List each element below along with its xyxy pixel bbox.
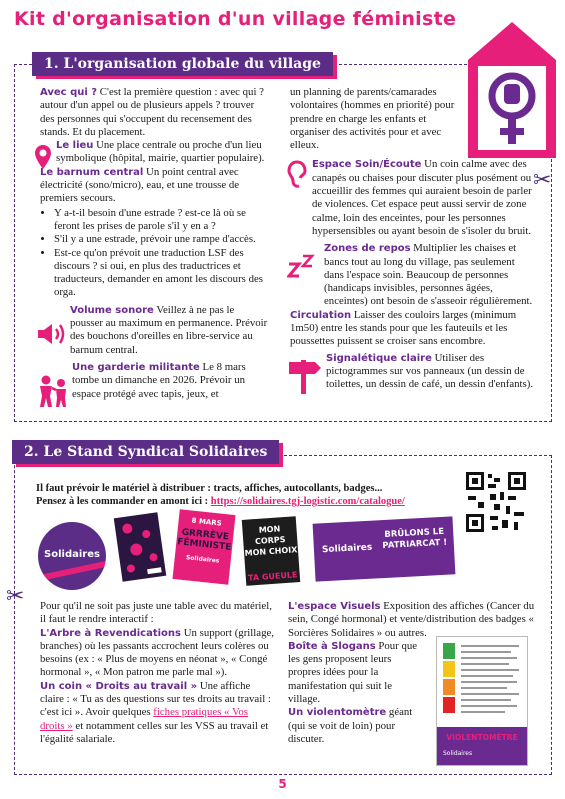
droits-link[interactable]: fiches pratiques « Vos droits » [40, 706, 248, 732]
barnum-bullet: • S'il y a une estrade, prévoir une rampe d'accès. [54, 233, 268, 246]
poster-logo-text: Solidaires [443, 750, 473, 757]
visuels-keyword: L'espace Visuels [288, 601, 381, 612]
signal-keyword: Signalétique claire [326, 352, 432, 364]
sticker-solidaires-round [38, 522, 106, 590]
arbre-keyword: L'Arbre à Revendications [40, 627, 182, 639]
sticker-logo-text: Solidaires [185, 554, 220, 565]
slogans-text: Pour que les gens proposent leurs propres idées pour la manifestation qui suit le village. [288, 639, 418, 706]
sticker-line-2: MON CHOIX [244, 545, 298, 558]
material-line: Il faut prévoir le matériel à distribuer : tracts, affiches, autocollants, badges... [36, 483, 383, 494]
signal-text: Utiliser des pictogrammes sur vos panneaux (un dessin de toilettes, un dessin de café, un dessin d'enfants). [326, 351, 534, 391]
sticker-brulons [313, 516, 456, 581]
droits-text-2: et notamment celles sur les VSS au travail et l'égalité salariale. [40, 719, 269, 745]
garderie-keyword: Une garderie militante [72, 361, 200, 373]
avec-qui-keyword: Avec qui ? [40, 87, 98, 98]
droits-text: Une affiche claire : « Tu as des questions sur tes droits au travail : c'est ici ». Avoir quelques [40, 679, 271, 719]
barnum-keyword: Le barnum central [40, 166, 144, 178]
sticker-line-1: MON CORPS [254, 524, 286, 547]
circulation-keyword: Circulation [290, 309, 352, 321]
visuels-text: Exposition des affiches (Cancer du sein, Congé hormonal) et vente/distribution des badges « Sorcières Solidaires » ou autres. [288, 600, 535, 639]
violentometre-keyword: Un violentomètre [288, 707, 387, 719]
sticker-pattern [114, 512, 166, 582]
speaker-icon [36, 322, 66, 346]
lieu-text: Une place centrale ou proche d'un lieu symbolique (hôpital, mairie, quartier populaire). [56, 139, 265, 165]
catalogue-link[interactable]: https://solidaires.tgj-logistic.com/catalogue/ [210, 496, 405, 507]
sticker-logo-text: Solidaires [44, 549, 100, 560]
barnum-text: Un point central avec électricité (sono/micro), eau, et une trousse de premiers secours. [40, 165, 240, 205]
planning-text: un planning de parents/camarades volontaires (hommes en priorité) pour prendre en charge les enfants et organiser des activités pour et avec elleux. [290, 86, 455, 152]
scissors-icon: ✂ [6, 584, 25, 609]
sticker-line-3: TA GUEULE [247, 570, 298, 583]
sticker-stripe [38, 559, 106, 584]
sticker-slogan: GRRRÈVE FÉMINISTE [176, 527, 232, 553]
page-title: Kit d'organisation d'un village féministe [14, 8, 457, 30]
sticker-mon-corps [242, 516, 300, 586]
qr-code[interactable] [464, 470, 528, 534]
repos-text: Multiplier les chaises et bancs tout au long du village, pas seulement dans l'espace soin. Beaucoup de personnes (handicaps invisibles, personnes âgées, enceintes) ont besoin de s'asseoir régulièrement. [324, 242, 533, 308]
avec-qui-text: C'est la première question : avec qui ? autour d'un appel ou de plusieurs appels ? trouver des personnes qui s'occupent du recensement des stands. Et du placement. [40, 86, 264, 138]
violentometre-text: géant (qui se voit de loin) pour discuter. [288, 706, 413, 745]
droits-keyword: Un coin « Droits au travail » [40, 680, 198, 692]
violentometre-scale [437, 639, 527, 727]
soin-keyword: Espace Soin/Écoute [312, 159, 422, 171]
slogans-keyword: Boîte à Slogans [288, 640, 376, 652]
sticker-dark-poster [114, 512, 166, 582]
repos-keyword: Zones de repos [324, 243, 411, 255]
order-line [36, 495, 456, 508]
arbre-text: Un support (grillage, branches) où les passants accrochent leurs colères ou besoins (ex : « Plus de moyens en néonat », « Congé hormonal », « Mon patron me parle mal »). [40, 626, 274, 679]
poster-title: VIOLENTOMÈTRE [446, 733, 518, 742]
section-2-left-column [40, 600, 274, 746]
section-2-title: 2. Le Stand Syndical Solidaires [12, 440, 279, 464]
sticker-logo-text: Solidaires [321, 542, 373, 556]
ear-icon [287, 160, 307, 188]
barnum-bullet: • Est-ce qu'on prévoit une traduction LSF des discours ? si oui, en plus des traductrices et traducteurs, demander en amont les discours des orga. [54, 247, 268, 300]
page-number: 5 [278, 777, 287, 791]
lieu-keyword: Le lieu [56, 140, 94, 152]
section-1-right-column [290, 86, 536, 392]
order-prefix: Pensez à les commander en amont ici : [36, 496, 211, 507]
signpost-icon [287, 356, 323, 394]
violentometre-poster [436, 636, 528, 766]
sticker-date: 8 MARS [191, 516, 223, 528]
garderie-text: Le 8 mars tombe un dimanche en 2026. Prévoir un espace protégé avec tapis, jeux, et [72, 360, 246, 400]
volume-keyword: Volume sonore [70, 304, 154, 316]
volume-text: Veillez à ne pas le pousser au maximum en permanence. Prévoir des bouchons d'oreilles en libre-service au barnum central. [70, 303, 268, 356]
poster-footer [437, 727, 527, 765]
barnum-bullet: • Y a-t-il besoin d'une estrade ? est-ce là où se feront les prises de parole s'il y en a ? [54, 207, 268, 234]
soin-text: Un coin calme avec des canapés ou chaises pour discuter plus posément ou accueillir des femmes qui auraient besoin de parler de violences. Cet espace peut aussi servir de zone calme, loin des enceintes, pour les personnes hypersensibles ou ayant besoin de s'isoler du bruit. [312, 158, 532, 237]
sleep-icon [287, 254, 315, 280]
sticker-slogan: BRÛLONS LE PATRIARCAT ! [382, 526, 448, 552]
location-pin-icon [34, 144, 52, 170]
circulation-text: Laisser des couloirs larges (minimum 1m50) entre les stands pour que les fauteuils et les poussettes puissent se croiser sans encombre. [290, 308, 517, 348]
section-1-left-column [40, 86, 268, 401]
scissors-icon: ✂ [533, 168, 552, 193]
barnum-bullet-list [40, 207, 268, 300]
section-1-title: 1. L'organisation globale du village [32, 52, 333, 76]
sticker-greve-feministe [172, 509, 235, 584]
children-icon [36, 374, 70, 408]
intro-text: Pour qu'il ne soit pas juste une table avec du matériel, il faut le rendre interactif : [40, 600, 272, 626]
